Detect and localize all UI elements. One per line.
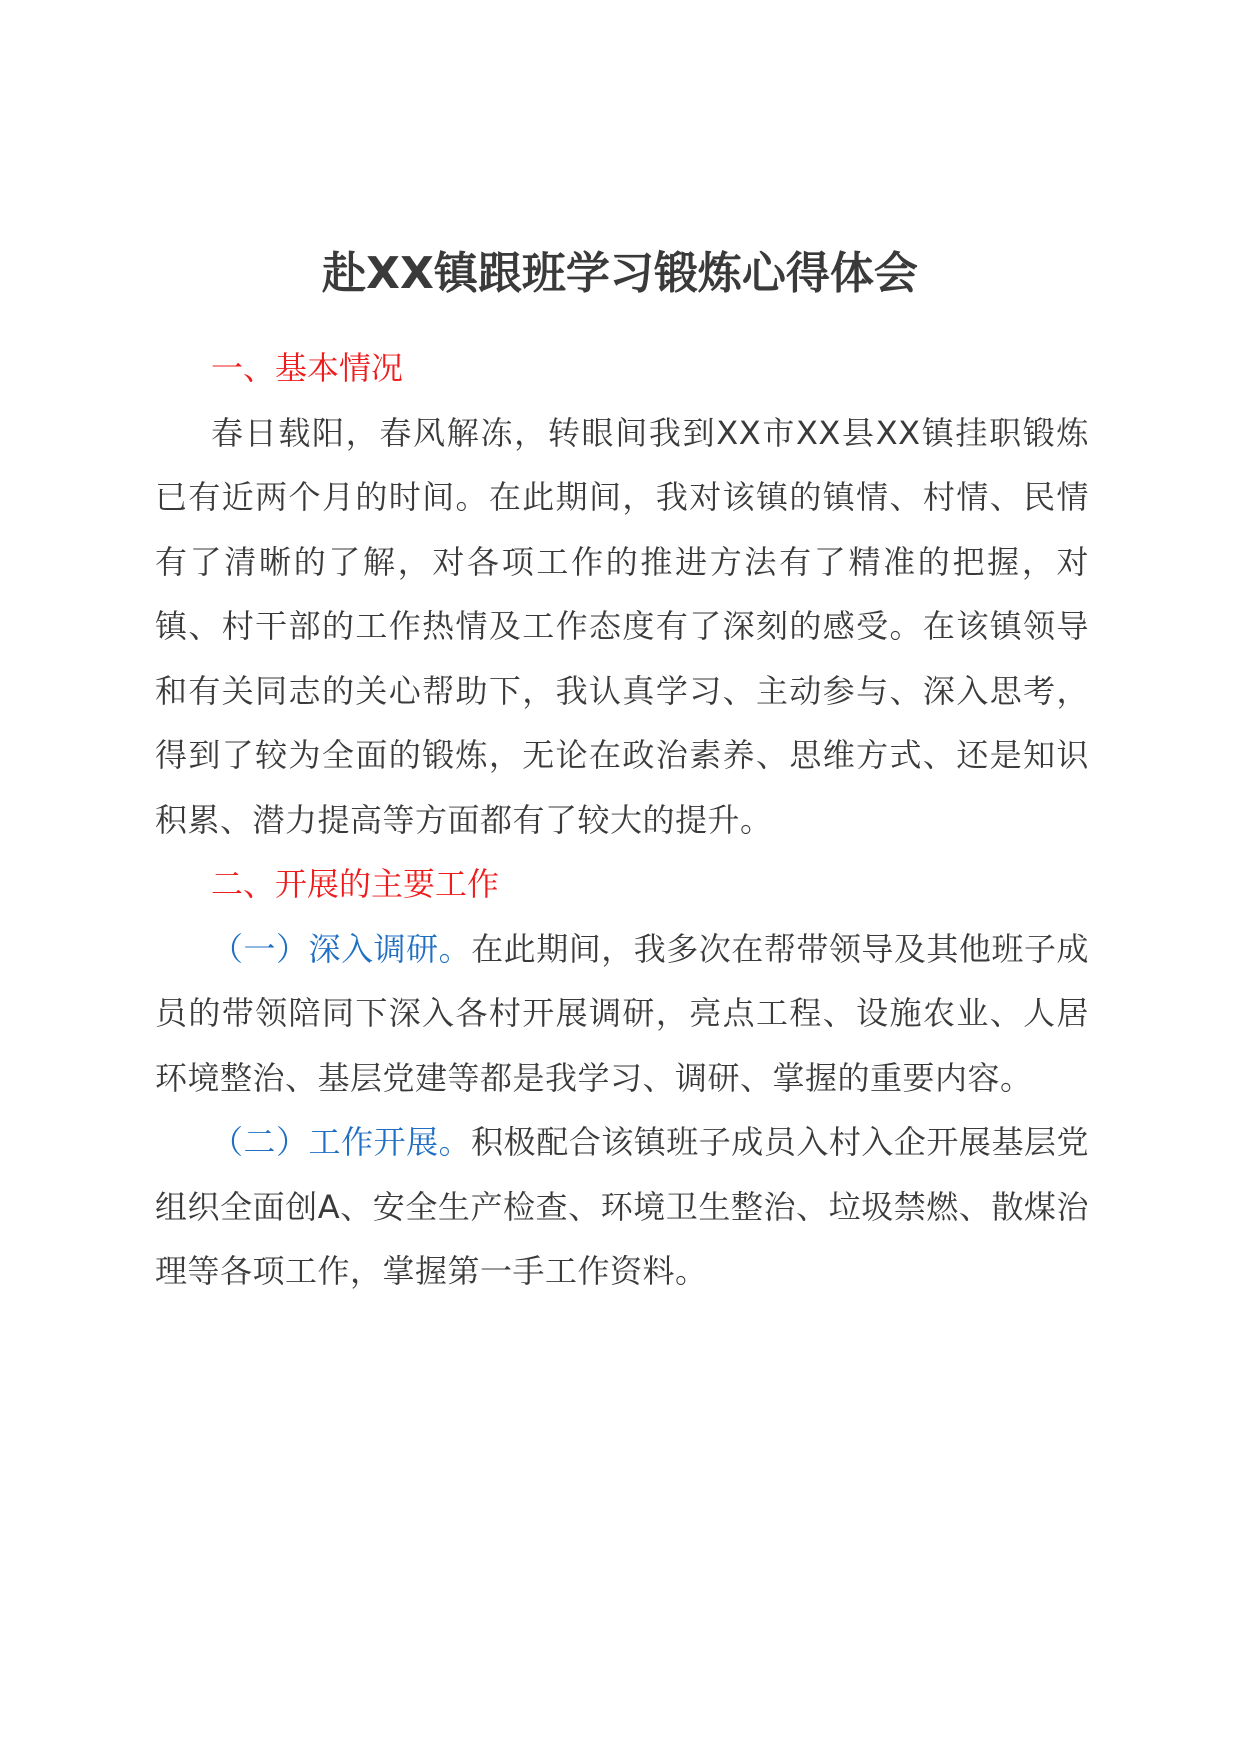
document-body bbox=[155, 336, 1089, 1304]
work-item-lead: （一）深入调研。 bbox=[211, 929, 472, 968]
work-item-text: 在此期间，我多次在帮带领导及其他班子成员的带领陪同下深入各村开展调研，亮点工程、设施农业、人居环境整治、基层党建等都是我学习、调研、掌握的重要内容。 bbox=[155, 929, 1089, 1097]
work-item-text: 积极配合该镇班子成员入村入企开展基层党组织全面创A、安全生产检查、环境卫生整治、垃圾禁燃、散煤治理等各项工作，掌握第一手工作资料。 bbox=[155, 1123, 1089, 1290]
section-heading-main-work: 二、开展的主要工作 bbox=[211, 865, 500, 903]
work-item-research bbox=[155, 917, 1089, 1111]
document-title: 赴XX镇跟班学习锻炼心得体会 bbox=[322, 248, 918, 299]
work-item-lead: （二）工作开展。 bbox=[211, 1123, 472, 1161]
section-heading-basic: 一、基本情况 bbox=[211, 349, 404, 387]
work-item-work bbox=[155, 1110, 1089, 1304]
section-paragraph-basic: 春日载阳，春风解冻，转眼间我到XX市XX县XX镇挂职锻炼已有近两个月的时间。在此期间，我对该镇的镇情、村情、民情有了清晰的了解，对各项工作的推进方法有了精准的把握，对镇、村干部的工作热情及工作态度有了深刻的感受。在该镇领导和有关同志的关心帮助下，我认真学习、主动参与、深入思考，得到了较为全面的锻炼，无论在政治素养、思维方式、还是知识积累、潜力提高等方面都有了较大的提升。 bbox=[155, 413, 1089, 839]
